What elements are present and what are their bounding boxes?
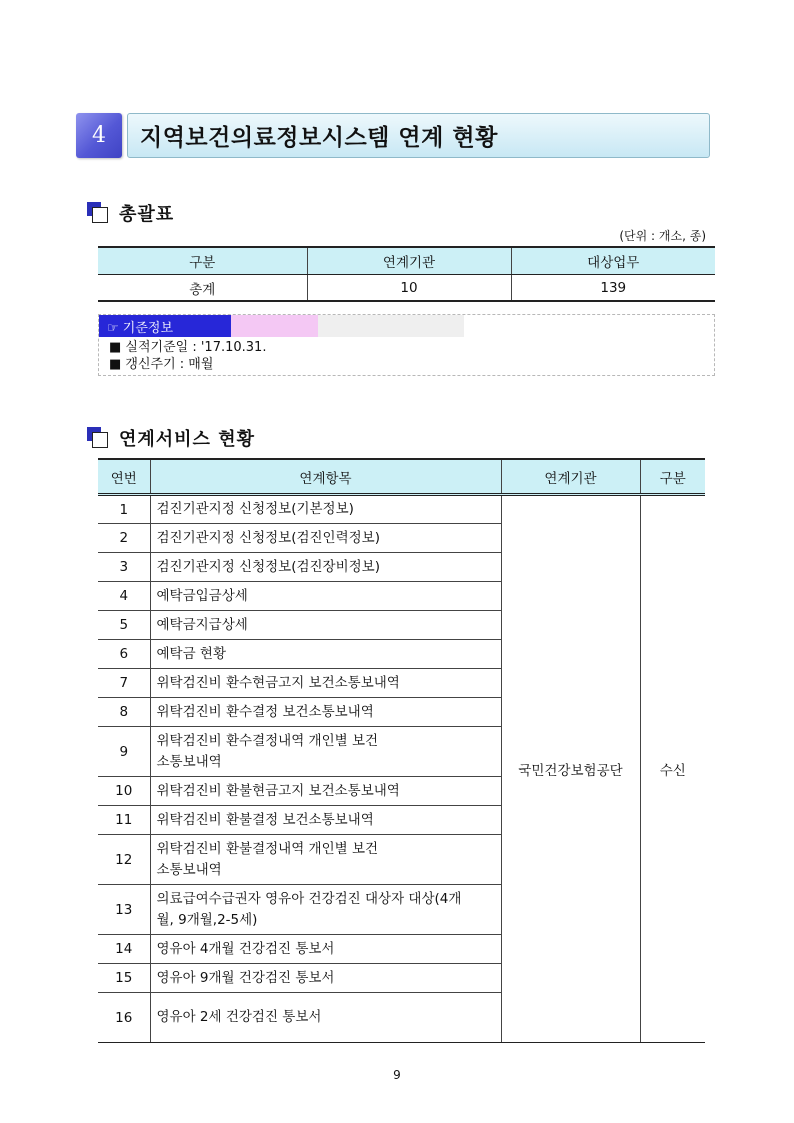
tab-decoration	[231, 315, 318, 337]
row-item: 예탁금지급상세	[150, 611, 501, 640]
row-number: 13	[98, 885, 150, 935]
row-number: 6	[98, 640, 150, 669]
reference-info-lines	[109, 339, 266, 373]
summary-cell: 10	[307, 275, 511, 302]
info-line: ■ 갱신주기 : 매월	[109, 357, 214, 372]
square-bullet-icon	[87, 427, 109, 449]
linked-org: 국민건강보험공단	[501, 495, 640, 1043]
row-item: 위탁검진비 환불결정 보건소통보내역	[150, 806, 501, 835]
summary-cell: 139	[511, 275, 715, 302]
summary-cell: 총계	[98, 275, 307, 302]
row-item: 위탁검진비 환불현금고지 보건소통보내역	[150, 777, 501, 806]
row-item: 위탁검진비 환수현금고지 보건소통보내역	[150, 669, 501, 698]
service-heading-text: 연계서비스 현황	[119, 429, 255, 450]
service-heading	[87, 425, 255, 451]
service-header-row	[98, 459, 705, 495]
row-item: 위탁검진비 환수결정내역 개인별 보건소통보내역	[150, 727, 501, 777]
summary-heading	[87, 200, 174, 226]
row-item: 영유아 9개월 건강검진 통보서	[150, 964, 501, 993]
section-number-badge	[76, 113, 122, 158]
row-item: 검진기관지정 신청정보(기본정보)	[150, 495, 501, 524]
summary-heading-text: 총괄표	[119, 204, 175, 225]
row-number: 2	[98, 524, 150, 553]
unit-note: (단위 : 개소, 종)	[619, 229, 706, 243]
row-item: 영유아 4개월 건강검진 통보서	[150, 935, 501, 964]
summary-header: 연계기관	[307, 247, 511, 275]
service-header: 연번	[98, 459, 150, 495]
row-number: 4	[98, 582, 150, 611]
row-number: 9	[98, 727, 150, 777]
row-item: 위탁검진비 환불결정내역 개인별 보건소통보내역	[150, 835, 501, 885]
reference-info-box	[98, 314, 715, 376]
page-title-bar	[127, 113, 710, 158]
service-table	[98, 458, 705, 1043]
service-header: 연계기관	[501, 459, 640, 495]
row-number: 5	[98, 611, 150, 640]
row-number: 14	[98, 935, 150, 964]
row-item: 위탁검진비 환수결정 보건소통보내역	[150, 698, 501, 727]
row-number: 10	[98, 777, 150, 806]
summary-header: 구분	[98, 247, 307, 275]
reference-info-tab	[99, 315, 464, 337]
summary-header-row	[98, 247, 715, 275]
row-number: 11	[98, 806, 150, 835]
reference-info-label: ☞ 기준정보	[99, 315, 231, 337]
page-title: 지역보건의료정보시스템 연계 현황	[140, 125, 498, 151]
table-row	[98, 495, 705, 524]
row-item: 예탁금입금상세	[150, 582, 501, 611]
row-number: 12	[98, 835, 150, 885]
summary-table	[98, 246, 715, 302]
service-header: 구분	[640, 459, 705, 495]
row-number: 1	[98, 495, 150, 524]
row-item: 예탁금 현황	[150, 640, 501, 669]
service-header: 연계항목	[150, 459, 501, 495]
row-item: 의료급여수급권자 영유아 건강검진 대상자 대상(4개월, 9개월,2-5세)	[150, 885, 501, 935]
row-number: 8	[98, 698, 150, 727]
row-item: 검진기관지정 신청정보(검진인력정보)	[150, 524, 501, 553]
row-item: 검진기관지정 신청정보(검진장비정보)	[150, 553, 501, 582]
summary-total-row	[98, 275, 715, 302]
summary-header: 대상업무	[511, 247, 715, 275]
row-number: 15	[98, 964, 150, 993]
section-number: 4	[92, 123, 106, 148]
division: 수신	[640, 495, 705, 1043]
page-number: 9	[393, 1068, 401, 1082]
row-item: 영유아 2세 건강검진 통보서	[150, 993, 501, 1043]
square-bullet-icon	[87, 202, 109, 224]
row-number: 3	[98, 553, 150, 582]
row-number: 7	[98, 669, 150, 698]
info-line: ■ 실적기준일 : '17.10.31.	[109, 340, 267, 355]
tab-decoration	[318, 315, 464, 337]
row-number: 16	[98, 993, 150, 1043]
